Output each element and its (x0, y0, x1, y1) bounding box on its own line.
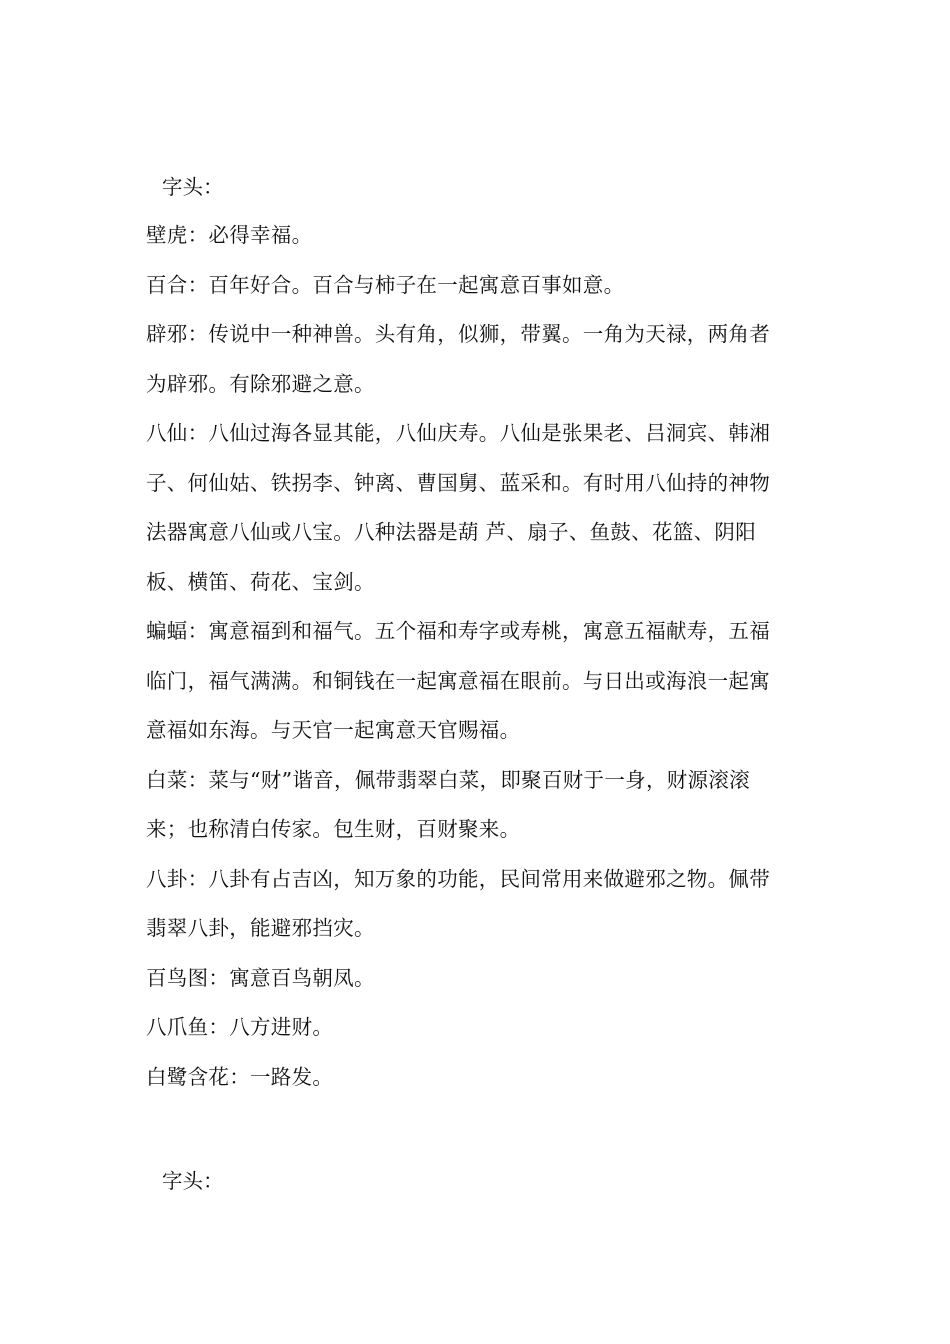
text-line: 八爪鱼：八方进财。 (146, 1015, 334, 1039)
section-heading-top: 字头： (162, 175, 224, 199)
text-line: 蝙蝠：寓意福到和福气。五个福和寿字或寿桃，寓意五福献寿，五福 (146, 619, 770, 643)
text-line: 法器寓意八仙或八宝。八种法器是葫 芦、扇子、鱼鼓、花篮、阴阳 (146, 520, 757, 544)
section-heading-bottom: 字头： (162, 1169, 224, 1193)
text-line: 辟邪：传说中一种神兽。头有角，似狮，带翼。一角为天禄，两角者 (146, 322, 770, 346)
text-line: 为辟邪。有除邪避之意。 (146, 371, 375, 396)
text-line: 八卦：八卦有占吉凶，知万象的功能，民间常用来做避邪之物。佩带 (146, 866, 770, 891)
text-line: 意福如东海。与天官一起寓意天官赐福。 (146, 718, 521, 742)
text-line: 临门，福气满满。和铜钱在一起寓意福在眼前。与日出或海浪一起寓 (146, 668, 770, 693)
text-line: 板、横笛、荷花、宝剑。 (146, 569, 375, 594)
text-line: 子、何仙姑、铁拐李、钟离、曹国舅、蓝采和。有时用八仙持的神物 (146, 470, 770, 495)
text-line: 百鸟图：寓意百鸟朝凤。 (146, 965, 375, 990)
text-line: 壁虎：必得幸福。 (146, 223, 313, 247)
text-line: 白菜：菜与“财”谐音，佩带翡翠白菜，即聚百财于一身，财源滚滚 (146, 767, 750, 792)
body-text (146, 211, 816, 1102)
text-line: 百合：百年好合。百合与柿子在一起寓意百事如意。 (146, 272, 625, 297)
text-line: 翡翠八卦，能避邪挡灾。 (146, 916, 375, 940)
text-line: 白鹭含花：一路发。 (146, 1064, 334, 1089)
text-line: 八仙：八仙过海各显其能，八仙庆寿。八仙是张果老、吕洞宾、韩湘 (146, 421, 770, 445)
text-line: 来；也称清白传家。包生财，百财聚来。 (146, 817, 521, 841)
